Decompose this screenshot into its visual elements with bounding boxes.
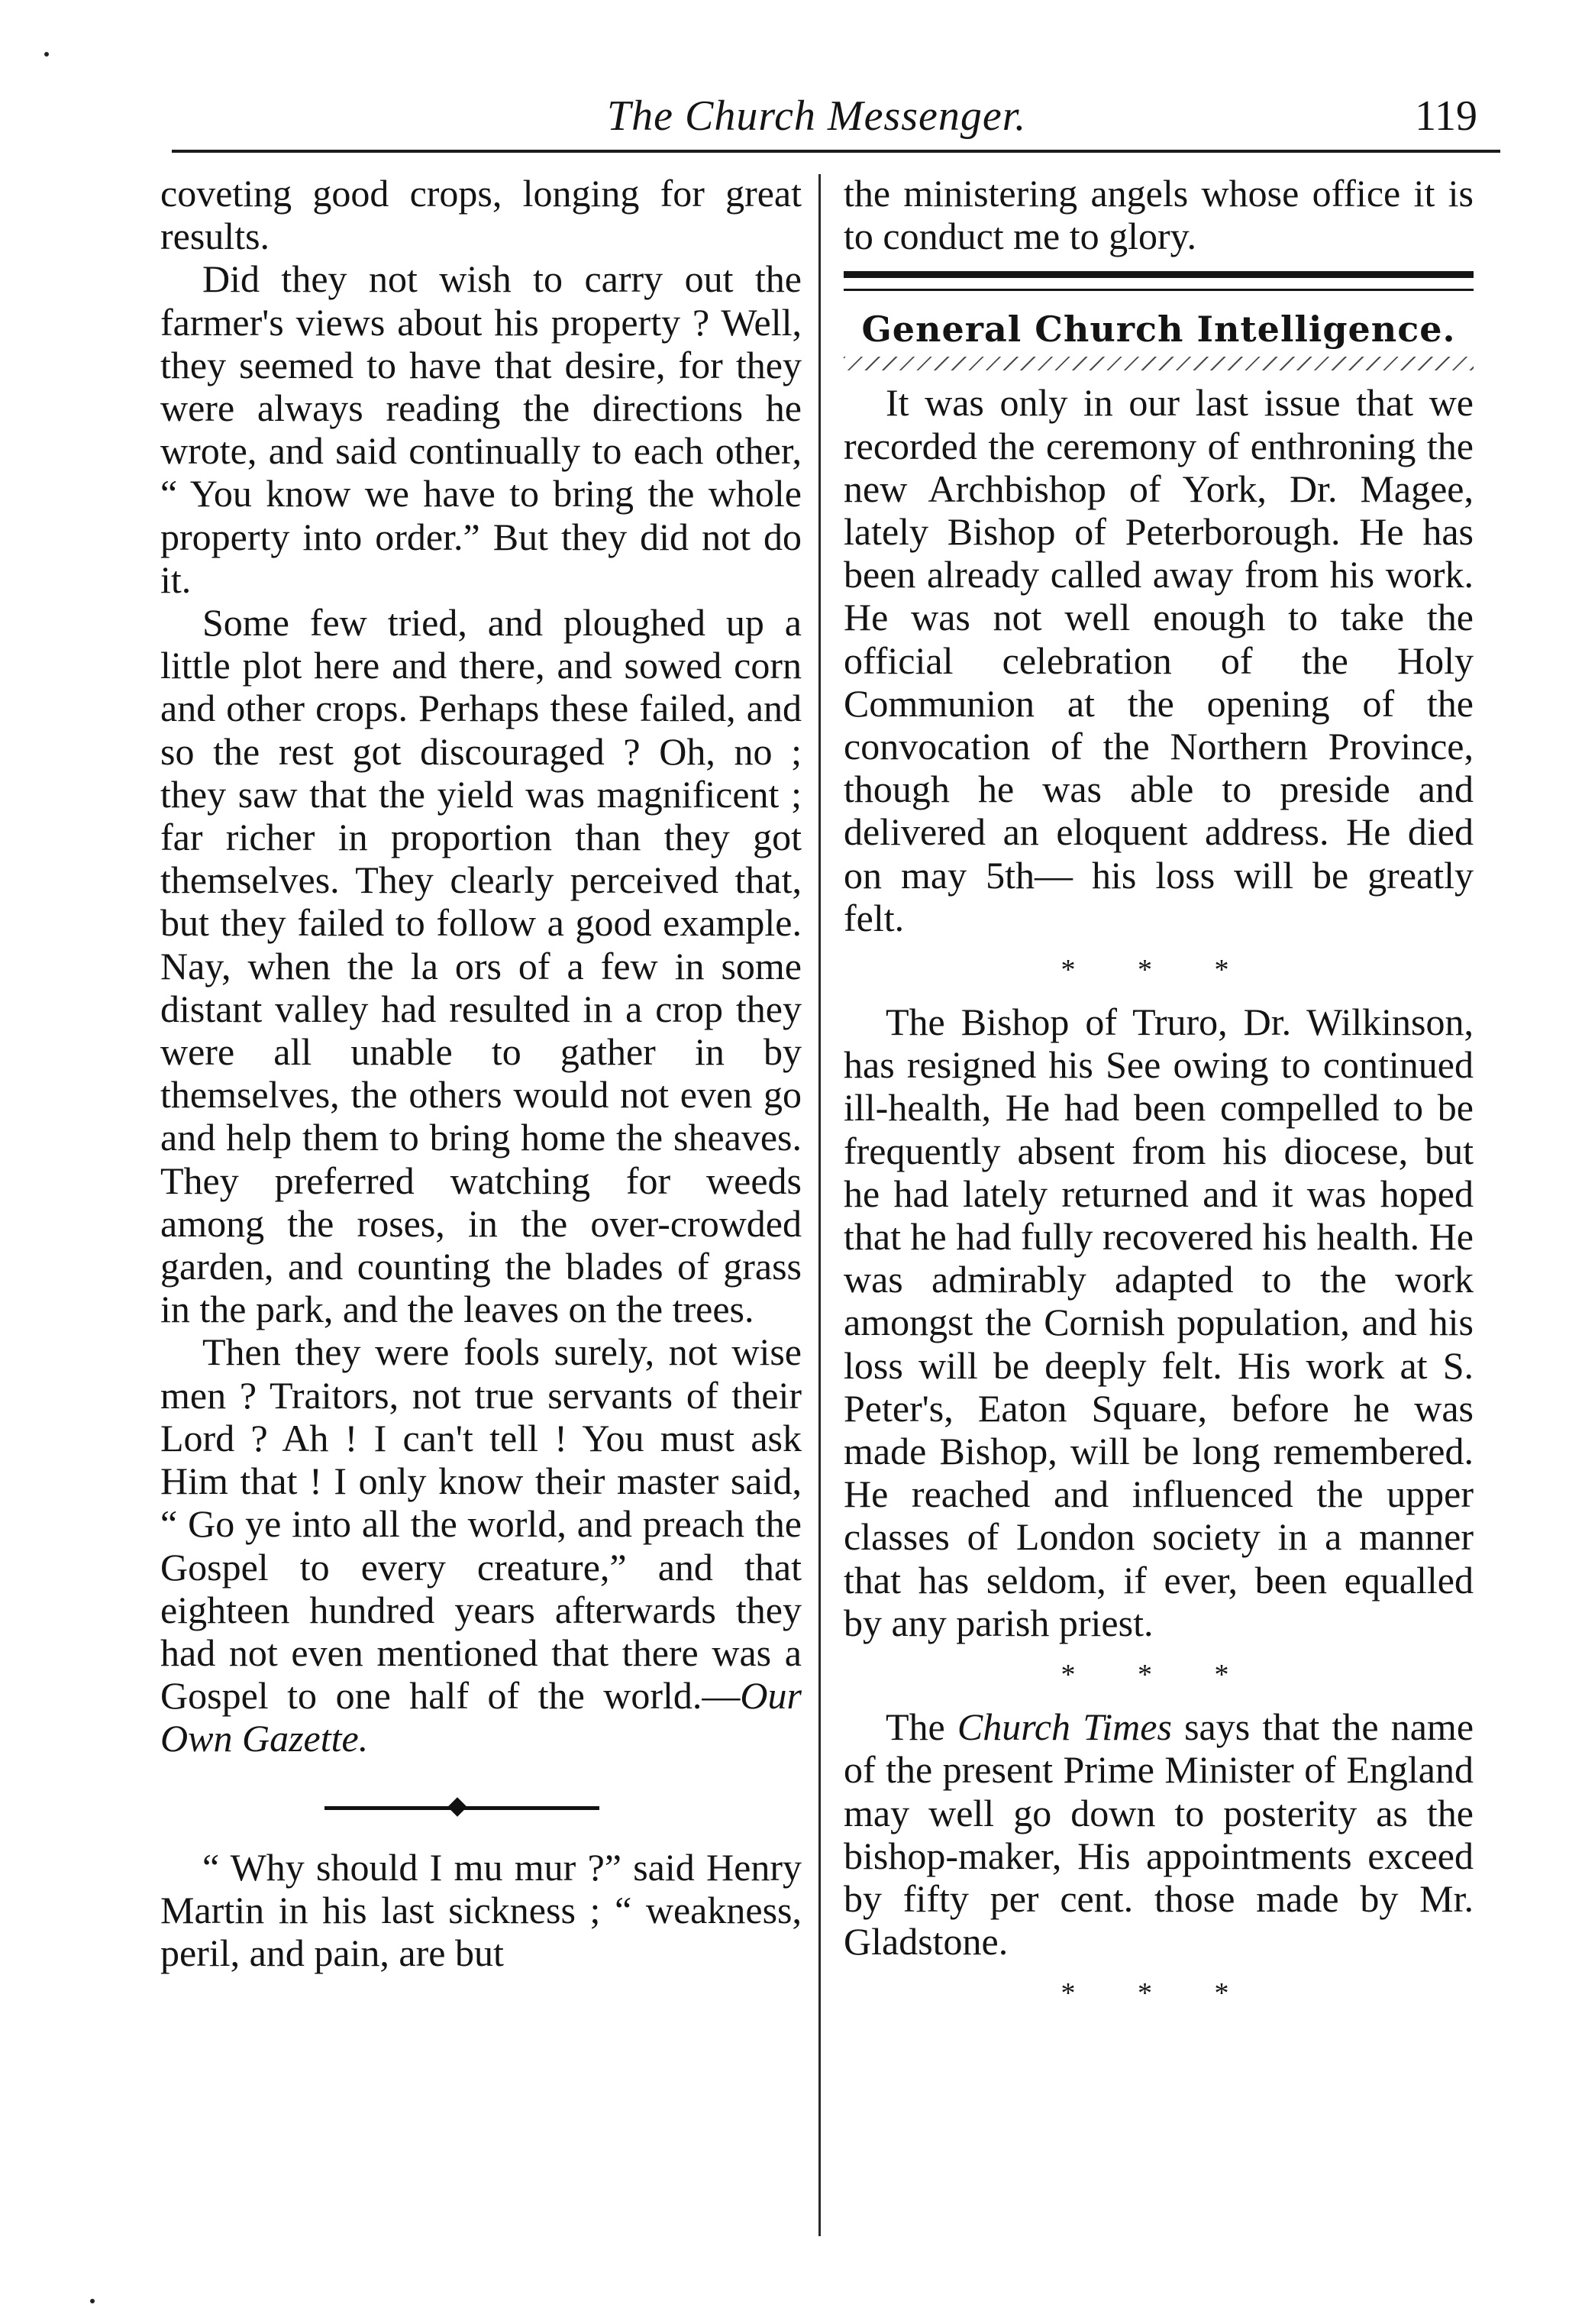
source-citation: Our Own Gazette. xyxy=(160,1674,802,1760)
paragraph: It was only in our last issue that we recorded the ceremony of enthroning the new Archbishop of York, Dr. Magee, lately Bishop of Peterborough. He has been already called away from his work. He was not well enough to take the official celebration of the Holy Communion at the opening of the convocation of the Northern Province, though he was able to preside and delivered an eloquent address. He died on may 5th— his loss will be greatly felt. xyxy=(844,381,1474,939)
paragraph-text: says that the name of the present Prime Minister of England may well go down to posterity as the bishop-maker, His appointments exceed by fifty per cent. those made by Mr. Gladstone. xyxy=(844,1705,1474,1964)
header-rule xyxy=(172,150,1500,153)
print-speck xyxy=(44,52,49,57)
page-number: 119 xyxy=(1415,92,1477,140)
publication-title: Church Times xyxy=(957,1705,1172,1749)
running-title: The Church Messenger. xyxy=(607,92,1027,140)
paragraph-lead: The xyxy=(886,1705,957,1749)
ornamental-divider xyxy=(160,1776,802,1829)
paragraph xyxy=(160,1330,802,1760)
column-divider xyxy=(818,174,821,2236)
left-column xyxy=(160,172,802,1974)
paragraph: Did they not wish to carry out the farmer's views about his property ? Well, they seemed to have that desire, for they were always reading the directions he wrote, and said continually to each other, “ You know we have to bring the whole property into order.” But they did not do it. xyxy=(160,257,802,601)
asterism-separator: * * * xyxy=(1061,954,1257,987)
paragraph: the ministering angels whose office it is to conduct me to glory. xyxy=(844,172,1474,258)
paragraph: coveting good crops, longing for great results. xyxy=(160,172,802,258)
paragraph: Some few tried, and ploughed up a little plot here and there, and sowed corn and other crops. Perhaps these failed, and so the rest got discouraged ? Oh, no ; they saw that the yield was magnificent ; far richer in proportion than they got themselves. They clearly perceived that, but they failed to follow a good example. Nay, when the la ors of a few in some distant valley had resulted in a crop they were all unable to gather in by themselves, the others would not even go and help them to bring home the sheaves. They preferred watching for weeds among the roses, in the over-crowded garden, and counting the blades of grass in the park, and the leaves on the trees. xyxy=(160,601,802,1331)
page-header xyxy=(172,86,1500,147)
paragraph: “ Why should I mu mur ?” said Henry Martin in his last sickness ; “ weakness, peril, and pain, are but xyxy=(160,1845,802,1974)
section-rule xyxy=(844,271,1474,291)
diamond-ornament-icon xyxy=(447,1797,467,1816)
decorative-rule xyxy=(844,357,1474,370)
asterism-separator: * * * xyxy=(1061,1977,1257,2010)
asterism-separator: * * * xyxy=(1061,1659,1257,1692)
print-speck xyxy=(90,2299,95,2303)
paragraph xyxy=(844,1705,1474,1963)
section-heading: General Church Intelligence. xyxy=(861,309,1456,351)
right-column xyxy=(844,172,1474,2024)
paragraph-text: Then they were fools surely, not wise men ? Traitors, not true servants of their Lord ? Ah ! I can't tell ! You must ask Him that ! I only know their master said, “ Go ye into all the world, and preach the Gospel to every creature,” and that eighteen hundred years afterwards they had not even mentioned that there was a Gospel to one half of the world.— xyxy=(160,1330,802,1718)
paragraph: The Bishop of Truro, Dr. Wilkinson, has resigned his See owing to continued ill-health, He had been compelled to be frequently absent from his diocese, but he had lately returned and it was hoped that he had fully recovered his health. He was admirably adapted to the work amongst the Cornish population, and his loss will be deeply felt. His work at S. Peter's, Eaton Square, before he was made Bishop, will be long remembered. He reached and influenced the upper classes of London society in a manner that has seldom, if ever, been equalled by any parish priest. xyxy=(844,1000,1474,1644)
